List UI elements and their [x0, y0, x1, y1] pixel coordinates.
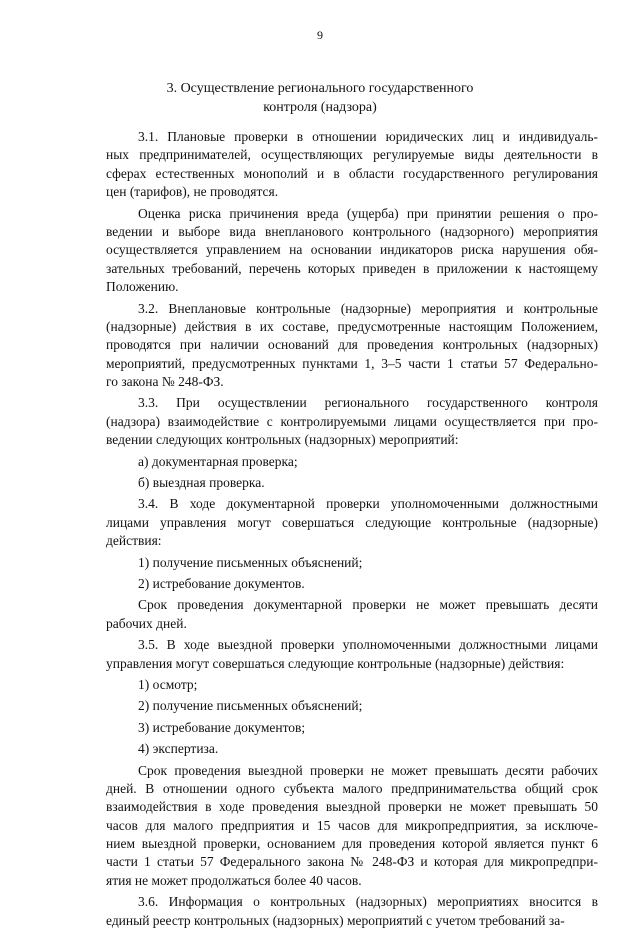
- paragraph-line: цен (тарифов), не проводятся.: [106, 184, 279, 200]
- paragraph-line: рабочих дней.: [106, 615, 187, 631]
- section-title-line: 3. Осуществление регионального государственного: [166, 81, 474, 96]
- paragraph: [106, 474, 598, 492]
- paragraph: [106, 740, 598, 758]
- paragraph: [106, 394, 598, 449]
- paragraph-line: 1) получение письменных объяснений;: [138, 554, 363, 570]
- paragraph-line: управления могут совершаться следующие контрольные (надзорные) действия:: [106, 655, 565, 671]
- paragraph-line: части 1 статьи 57 Федерального закона № 248-ФЗ и которая для микропредпри-: [106, 854, 598, 870]
- paragraph-line: дней. В отношении одного субъекта малого предпринимательства общий срок: [106, 780, 598, 796]
- paragraph-line: а) документарная проверка;: [138, 453, 298, 469]
- paragraph-line: 4) экспертиза.: [138, 741, 219, 757]
- paragraph-line: ведении следующих контрольных (надзорных) мероприятий:: [106, 432, 459, 448]
- paragraph-line: б) выездная проверка.: [138, 475, 265, 491]
- paragraph-line: сферах естественных монополий и в области государственного регулирования: [106, 165, 598, 181]
- paragraph-line: 2) получение письменных объяснений;: [138, 698, 363, 714]
- paragraph-line: го закона № 248-ФЗ.: [106, 374, 224, 390]
- paragraph: [106, 762, 598, 891]
- section-title: [100, 79, 540, 117]
- paragraph-line: 1) осмотр;: [138, 676, 198, 692]
- paragraph-line: (надзора) взаимодействие с контролируемыми лицами осуществляется при про-: [106, 413, 598, 429]
- paragraph: [106, 554, 598, 572]
- paragraph: [106, 575, 598, 593]
- paragraph-line: проводятся при наличии оснований для проведения контрольных (надзорных): [106, 337, 598, 353]
- document-body: [106, 128, 598, 930]
- paragraph-line: Срок проведения выездной проверки не может превышать десяти рабочих: [138, 762, 598, 778]
- paragraph-line: 3) истребование документов;: [138, 719, 306, 735]
- paragraph-line: 3.6. Информация о контрольных (надзорных) мероприятиях вносится в: [138, 894, 598, 910]
- paragraph-line: 3.2. Внеплановые контрольные (надзорные) мероприятия и контрольные: [138, 300, 598, 316]
- paragraph-line: (надзорные) действия в их составе, предусмотренные настоящим Положением,: [106, 318, 598, 334]
- paragraph-line: 2) истребование документов.: [138, 575, 305, 591]
- paragraph: [106, 676, 598, 694]
- paragraph-line: нием выездной проверки, основанием для проведения которой является пункт 6: [106, 836, 598, 852]
- paragraph-line: часов для малого предприятия и 15 часов для микропредприятия, за исключе-: [106, 817, 598, 833]
- paragraph: [106, 300, 598, 392]
- paragraph: [106, 893, 598, 930]
- paragraph-line: ятия не может продолжаться более 40 часов.: [106, 872, 362, 888]
- paragraph-line: 3.5. В ходе выездной проверки уполномоченными должностными лицами: [138, 637, 598, 653]
- paragraph: [106, 719, 598, 737]
- paragraph-line: 3.3. При осуществлении регионального государственного контроля: [138, 395, 598, 411]
- page-number: 9: [317, 28, 323, 42]
- paragraph: [106, 697, 598, 715]
- paragraph-line: Оценка риска причинения вреда (ущерба) при принятии решения о про-: [138, 205, 598, 221]
- paragraph-line: Положению.: [106, 279, 179, 295]
- paragraph: [106, 636, 598, 673]
- paragraph-line: единый реестр контрольных (надзорных) мероприятий с учетом требований за-: [106, 912, 565, 928]
- paragraph: [106, 453, 598, 471]
- paragraph-line: взаимодействия в ходе проведения выездной проверки не может превышать 50: [106, 799, 598, 815]
- section-title-line: контроля (надзора): [263, 100, 377, 115]
- paragraph-line: лицами управления могут совершаться следующие контрольные (надзорные): [106, 514, 598, 530]
- paragraph-line: 3.1. Плановые проверки в отношении юридических лиц и индивидуаль-: [138, 129, 598, 144]
- paragraph-line: зательных требований, перечень которых приведен в приложении к настоящему: [106, 260, 598, 276]
- paragraph-line: действия:: [106, 533, 162, 549]
- paragraph: [106, 205, 598, 297]
- paragraph: [106, 596, 598, 633]
- paragraph-line: Срок проведения документарной проверки не может превышать десяти: [138, 597, 598, 613]
- paragraph-line: ведении и выборе вида внепланового контрольного (надзорного) мероприятия: [106, 223, 598, 239]
- paragraph-line: ных предпринимателей, осуществляющих регулируемые виды деятельности в: [106, 147, 598, 163]
- paragraph: [106, 495, 598, 550]
- paragraph-line: 3.4. В ходе документарной проверки уполномоченными должностными: [138, 496, 598, 512]
- paragraph-line: мероприятий, предусмотренных пунктами 1, 3–5 части 1 статьи 57 Федерально-: [106, 355, 598, 371]
- paragraph-line: осуществляется управлением на основании индикаторов риска нарушения обя-: [106, 242, 598, 258]
- paragraph: [106, 128, 598, 202]
